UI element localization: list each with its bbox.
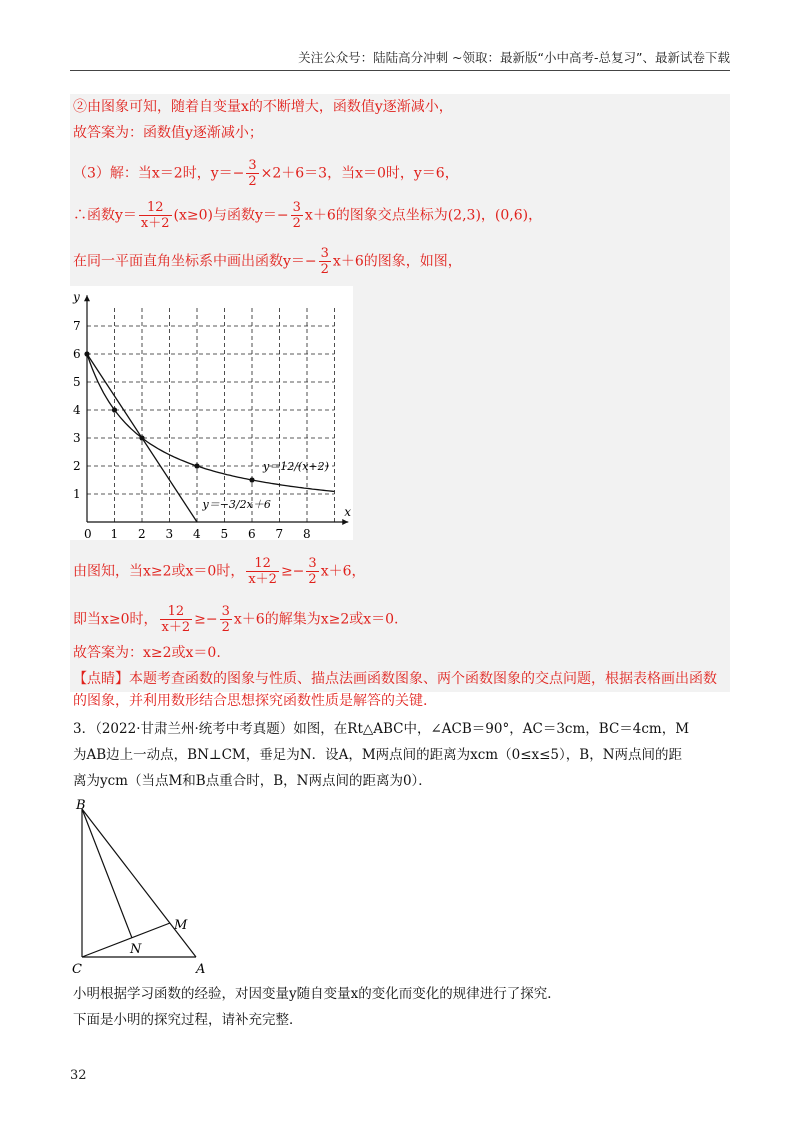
- x-axis-arrow: [342, 519, 348, 525]
- y-tick-label: 3: [73, 431, 81, 445]
- data-point: [194, 463, 199, 468]
- solution-line-1: ②由图象可知，随着自变量x的不断增大，函数值y逐渐减小，: [73, 99, 453, 115]
- fraction: $\frac{3}{2}$: [320, 246, 329, 277]
- y-tick-label: 4: [73, 403, 81, 417]
- data-point: [139, 435, 144, 440]
- x-tick-label: 2: [138, 527, 146, 540]
- page-header: 关注公众号：陆陆高分冲刺 ~领取：最新版“小中高考-总复习”、最新试卷下载: [298, 50, 730, 65]
- x-tick-label: 5: [220, 527, 229, 540]
- page-number: 32: [70, 1068, 87, 1083]
- fraction: $\frac{12}{x+2}$: [248, 556, 277, 587]
- conclusion-line-2: 即当x≥0时， $\frac{12}{x+2}$ ≥− $\frac{3}{2}$ x＋6的解集为x≥2或x＝0.: [73, 604, 399, 635]
- triangle-figure: [70, 795, 220, 975]
- comment-line-2: 的图象，并利用数形结合思想探究函数性质是解答的关键.: [73, 693, 428, 709]
- label-a: A: [196, 962, 206, 975]
- y-tick-label: 7: [73, 319, 81, 333]
- header-rule: [70, 70, 730, 71]
- data-point: [112, 407, 117, 412]
- label-m: M: [174, 918, 188, 933]
- problem3-line-4: 小明根据学习函数的经验，对因变量y随自变量x的变化而变化的规律进行了探究．: [73, 986, 561, 1002]
- fraction: $\frac{3}{2}$: [292, 200, 301, 231]
- y-tick-label: 2: [73, 459, 81, 473]
- fraction: $\frac{3}{2}$: [248, 158, 257, 189]
- y-axis-label: y: [73, 290, 80, 305]
- data-point: [84, 351, 89, 356]
- x-tick-label: 8: [303, 527, 311, 540]
- segment-bn: [82, 809, 132, 938]
- problem3-line-1: 3．（2022·甘肃兰州·统考中考真题）如图，在Rt△ABC中，∠ACB＝90°，AC＝3cm，BC＝4cm，M: [73, 721, 690, 737]
- comment-line-1: 【点睛】本题考查函数的图象与性质、描点法画函数图象、两个函数图象的交点问题，根据表格画出函数: [73, 671, 717, 687]
- fraction: $\frac{3}{2}$: [221, 604, 230, 635]
- x-tick-label: 3: [165, 527, 174, 540]
- function-graph: [70, 286, 353, 540]
- segment-cm: [82, 923, 170, 957]
- conclusion-line-1: 由图知，当x≥2或x＝0时， $\frac{12}{x+2}$ ≥− $\frac{3}{2}$ x＋6，: [73, 556, 366, 587]
- label-n: N: [130, 942, 142, 957]
- problem3-line-5: 下面是小明的探究过程，请补充完整．: [73, 1012, 303, 1028]
- x-tick-label: 4: [193, 527, 201, 540]
- y-tick-label: 5: [73, 375, 81, 389]
- solution-line-2: 故答案为：函数值y逐渐减小；: [73, 125, 263, 141]
- x-tick-label: 6: [248, 527, 256, 540]
- data-point: [249, 477, 254, 482]
- x-tick-label: 1: [110, 527, 119, 540]
- x-tick-label: 0: [84, 527, 92, 540]
- fraction: $\frac{12}{x+2}$: [161, 604, 191, 635]
- line-label: y＝−3/2x＋6: [202, 498, 271, 511]
- fraction: $\frac{3}{2}$: [308, 556, 317, 587]
- x-tick-label: 7: [275, 527, 284, 540]
- y-tick-label: 6: [73, 347, 81, 361]
- solution-line-5: 在同一平面直角坐标系中画出函数y＝− $\frac{3}{2}$ x＋6的图象，如图，: [73, 246, 462, 277]
- curve-label: y＝12/(x+2): [263, 460, 329, 474]
- fraction: $\frac{12}{x+2}$: [140, 200, 170, 231]
- solution-line-4: ∴函数y＝ $\frac{12}{x+2}$ (x≥0)与函数y＝− $\frac{3}{2}$ x＋6的图象交点坐标为(2,3)，(0,6)，: [73, 200, 543, 231]
- label-c: C: [72, 962, 82, 975]
- conclusion-line-3: 故答案为：x≥2或x＝0.: [73, 645, 221, 661]
- graph-svg: [70, 286, 353, 540]
- label-b: B: [76, 798, 86, 813]
- problem3-line-3: 离为ycm（当点M和B点重合时，B，N两点间的距离为0）．: [73, 773, 432, 789]
- x-axis-label: x: [344, 505, 352, 519]
- problem3-line-2: 为AB边上一动点，BN⊥CM，垂足为N．设A，M两点间的距离为xcm（0≤x≤5），B，N两点间的距: [73, 747, 683, 763]
- y-tick-label: 1: [73, 487, 81, 501]
- solution-line-3: （3）解：当x＝2时，y＝− $\frac{3}{2}$ ×2＋6＝3，当x＝0时，y＝6，: [73, 158, 459, 189]
- y-axis-arrow: [84, 295, 90, 301]
